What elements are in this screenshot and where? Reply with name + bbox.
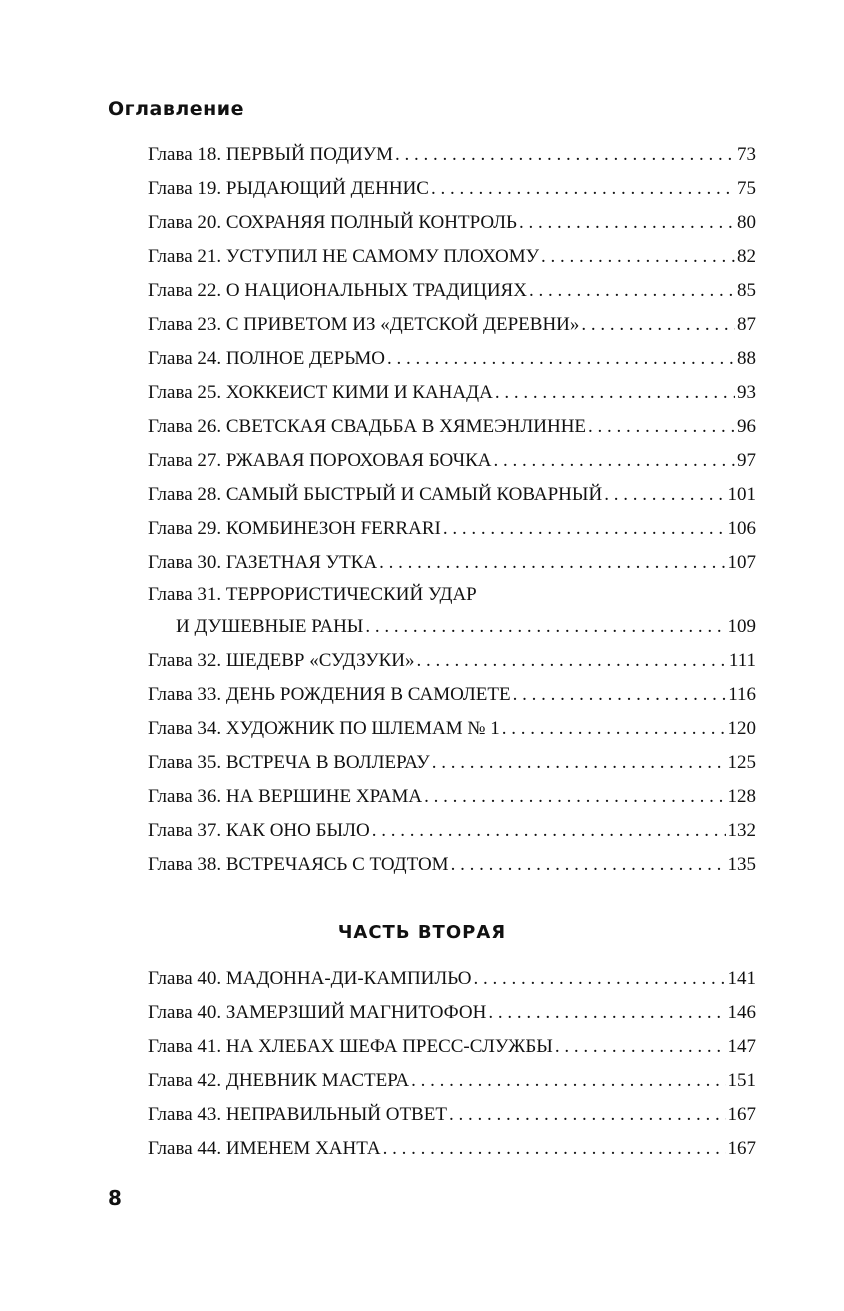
toc-entry-page: 151: [727, 1070, 756, 1091]
toc-entry-title: Глава 37. КАК ОНО БЫЛО: [148, 820, 370, 841]
toc-entry-title: Глава 23. С ПРИВЕТОМ ИЗ «ДЕТСКОЙ ДЕРЕВНИ»: [148, 314, 580, 335]
toc-entry: [148, 1030, 756, 1064]
toc-entry-page: 82: [737, 246, 756, 267]
toc-entry-title: Глава 40. МАДОННА-ДИ-КАМПИЛЬО: [148, 968, 472, 989]
toc-entry-page: 87: [737, 314, 756, 335]
dot-leader: [449, 1098, 726, 1132]
toc-entry-page: 96: [737, 416, 756, 437]
dot-leader: [493, 444, 735, 478]
toc-entry-page: 75: [737, 178, 756, 199]
dot-leader: [431, 172, 735, 206]
toc-entry-page: 93: [737, 382, 756, 403]
toc-entry-page: 128: [727, 786, 756, 807]
toc-entry-page: 101: [727, 484, 756, 505]
toc-entry-title: Глава 42. ДНЕВНИК МАСТЕРА: [148, 1070, 410, 1091]
toc-entry-title: Глава 34. ХУДОЖНИК ПО ШЛЕМАМ № 1: [148, 718, 500, 739]
toc-entry-title: Глава 44. ИМЕНЕМ ХАНТА: [148, 1138, 381, 1159]
dot-leader: [365, 610, 725, 644]
toc-entry-page: 132: [727, 820, 756, 841]
toc-entry: [148, 240, 756, 274]
toc-entry: [148, 478, 756, 512]
toc-entry-title: Глава 29. КОМБИНЕЗОН FERRARI: [148, 518, 441, 539]
toc-entry-title: Глава 36. НА ВЕРШИНЕ ХРАМА: [148, 786, 423, 807]
toc-entry-page: 167: [727, 1104, 756, 1125]
toc-entry-page: 147: [727, 1036, 756, 1057]
toc-entry: [148, 1098, 756, 1132]
dot-leader: [541, 240, 735, 274]
toc-entry: [148, 410, 756, 444]
toc-entry-title: Глава 43. НЕПРАВИЛЬНЫЙ ОТВЕТ: [148, 1104, 447, 1125]
page-number: 8: [108, 1186, 122, 1210]
toc-entry-title: Глава 40. ЗАМЕРЗШИЙ МАГНИТОФОН: [148, 1002, 487, 1023]
toc-entry: [148, 1064, 756, 1098]
toc-entry-title: Глава 31. ТЕРРОРИСТИЧЕСКИЙ УДАР: [148, 584, 477, 605]
dot-leader: [443, 512, 726, 546]
toc-entry-page: 73: [737, 144, 756, 165]
dot-leader: [502, 712, 726, 746]
toc-entry: [148, 274, 756, 308]
toc-entry: [148, 1132, 756, 1166]
toc-entry-title: Глава 27. РЖАВАЯ ПОРОХОВАЯ БОЧКА: [148, 450, 492, 471]
toc-entry-title: Глава 25. ХОККЕИСТ КИМИ И КАНАДА: [148, 382, 493, 403]
toc-entry-title: Глава 41. НА ХЛЕБАХ ШЕФА ПРЕСС-СЛУЖБЫ: [148, 1036, 553, 1057]
toc-entry: [148, 206, 756, 240]
toc-entry: [148, 512, 756, 546]
toc-entry-title: Глава 19. РЫДАЮЩИЙ ДЕННИС: [148, 178, 429, 199]
toc-entry-title-continued: И ДУШЕВНЫЕ РАНЫ: [176, 616, 364, 637]
dot-leader: [495, 376, 735, 410]
toc-entry-page: 109: [727, 616, 756, 637]
toc-entry: [148, 138, 756, 172]
dot-leader: [473, 962, 725, 996]
toc-header: Оглавление: [108, 98, 244, 120]
toc-entry-page: 80: [737, 212, 756, 233]
toc-entry-page: 97: [737, 450, 756, 471]
dot-leader: [383, 1132, 726, 1166]
toc-entry-page: 111: [728, 650, 756, 671]
dot-leader: [588, 410, 735, 444]
toc-entry-page: 85: [737, 280, 756, 301]
toc-entry-title: Глава 21. УСТУПИЛ НЕ САМОМУ ПЛОХОМУ: [148, 246, 540, 267]
toc-entry-title: Глава 30. ГАЗЕТНАЯ УТКА: [148, 552, 378, 573]
toc-entry-title: Глава 20. СОХРАНЯЯ ПОЛНЫЙ КОНТРОЛЬ: [148, 212, 517, 233]
dot-leader: [519, 206, 735, 240]
toc-entry-page: 125: [727, 752, 756, 773]
toc-entry: [148, 712, 756, 746]
toc-entry-title: Глава 32. ШЕДЕВР «СУДЗУКИ»: [148, 650, 415, 671]
toc-entry: [148, 848, 756, 882]
toc-entry-title: Глава 28. САМЫЙ БЫСТРЫЙ И САМЫЙ КОВАРНЫЙ: [148, 484, 603, 505]
toc-entry: [148, 996, 756, 1030]
toc-entry: [148, 746, 756, 780]
dot-leader: [581, 308, 735, 342]
dot-leader: [395, 138, 735, 172]
dot-leader: [529, 274, 735, 308]
part-two-title: ЧАСТЬ ВТОРАЯ: [337, 922, 507, 943]
toc-entry-title: Глава 35. ВСТРЕЧА В ВОЛЛЕРАУ: [148, 752, 430, 773]
toc-entry-page: 141: [727, 968, 756, 989]
toc-entry: [148, 444, 756, 478]
toc-entry-page: 106: [727, 518, 756, 539]
dot-leader: [411, 1064, 725, 1098]
toc-entry: [148, 780, 756, 814]
toc-part-one: [148, 138, 756, 882]
toc-entry-title: Глава 26. СВЕТСКАЯ СВАДЬБА В ХЯМЕЭНЛИННЕ: [148, 416, 587, 437]
dot-leader: [424, 780, 725, 814]
toc-entry-page: 120: [727, 718, 756, 739]
dot-leader: [379, 546, 725, 580]
toc-entry: [148, 172, 756, 206]
dot-leader: [372, 814, 726, 848]
dot-leader: [416, 644, 726, 678]
toc-part-two: [148, 962, 756, 1166]
toc-entry: [148, 678, 756, 712]
dot-leader: [451, 848, 726, 882]
toc-entry-title: Глава 33. ДЕНЬ РОЖДЕНИЯ В САМОЛЕТЕ: [148, 684, 511, 705]
toc-entry-page: 107: [727, 552, 756, 573]
toc-entry-title: Глава 18. ПЕРВЫЙ ПОДИУМ: [148, 144, 394, 165]
dot-leader: [432, 746, 726, 780]
toc-entry: [148, 580, 756, 644]
toc-entry-page: 167: [727, 1138, 756, 1159]
toc-entry-page: 116: [728, 684, 756, 705]
toc-entry-page: 146: [727, 1002, 756, 1023]
dot-leader: [488, 996, 725, 1030]
toc-entry: [148, 962, 756, 996]
toc-entry: [148, 308, 756, 342]
toc-entry: [148, 814, 756, 848]
toc-entry-title: Глава 24. ПОЛНОЕ ДЕРЬМО: [148, 348, 385, 369]
toc-entry-title: Глава 38. ВСТРЕЧАЯСЬ С ТОДТОМ: [148, 854, 449, 875]
dot-leader: [555, 1030, 726, 1064]
toc-entry: [148, 644, 756, 678]
toc-entry: [148, 342, 756, 376]
toc-entry-page: 135: [727, 854, 756, 875]
toc-entry: [148, 546, 756, 580]
dot-leader: [513, 678, 727, 712]
toc-entry: [148, 376, 756, 410]
dot-leader: [604, 478, 725, 512]
dot-leader: [387, 342, 735, 376]
toc-entry-title: Глава 22. О НАЦИОНАЛЬНЫХ ТРАДИЦИЯХ: [148, 280, 527, 301]
toc-entry-page: 88: [737, 348, 756, 369]
